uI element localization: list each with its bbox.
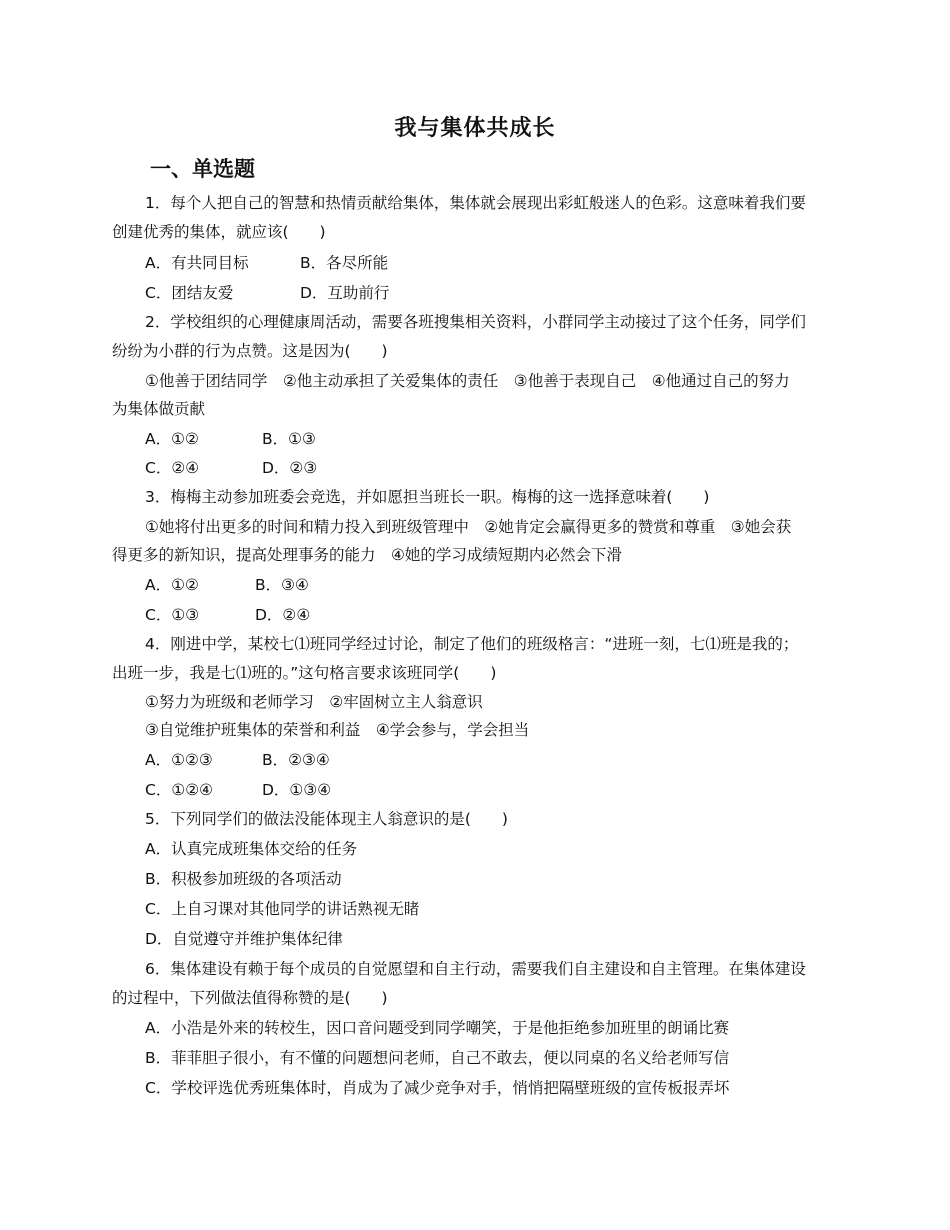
q3-statements-line1: ①她将付出更多的时间和精力投入到班级管理中 ②她肯定会赢得更多的赞赏和尊重 ③她会获 [145, 518, 792, 536]
q5-option-a: A．认真完成班集体交给的任务 [145, 840, 358, 858]
q2-stem-line1: 2．学校组织的心理健康周活动，需要各班搜集相关资料，小群同学主动接过了这个任务，同学们 [145, 313, 806, 331]
q4-stem-line2: 出班一步，我是七⑴班的。”这句格言要求该班同学( ) [112, 664, 497, 682]
q2-option-a: A．①② [145, 430, 199, 448]
q4-option-d: D．①③④ [262, 781, 332, 799]
q3-option-d: D．②④ [255, 606, 311, 624]
q3-statements-line2: 得更多的新知识，提高处理事务的能力 ④她的学习成绩短期内必然会下滑 [112, 546, 622, 564]
q6-stem-line1: 6．集体建设有赖于每个成员的自觉愿望和自主行动，需要我们自主建设和自主管理。在集体建设 [145, 960, 806, 978]
q1-option-b: B．各尽所能 [300, 254, 389, 272]
q5-stem-line1: 5．下列同学们的做法没能体现主人翁意识的是( ) [145, 810, 508, 828]
document-title: 我与集体共成长 [394, 116, 556, 141]
q5-option-b: B．积极参加班级的各项活动 [145, 870, 342, 888]
q4-option-a: A．①②③ [145, 751, 213, 769]
q6-option-b: B．菲菲胆子很小，有不懂的问题想问老师，自己不敢去，便以同桌的名义给老师写信 [145, 1049, 730, 1067]
q2-statements-line1: ①他善于团结同学 ②他主动承担了关爱集体的责任 ③他善于表现自己 ④他通过自己的努力 [145, 372, 790, 390]
q2-option-b: B．①③ [262, 430, 316, 448]
q3-option-a: A．①② [145, 576, 199, 594]
q4-statements-line1: ①努力为班级和老师学习 ②牢固树立主人翁意识 [145, 693, 483, 711]
q4-statements-line2: ③自觉维护班集体的荣誉和利益 ④学会参与，学会担当 [145, 721, 530, 739]
q1-option-a: A．有共同目标 [145, 254, 249, 272]
section-heading: 一、单选题 [150, 157, 255, 181]
q4-stem-line1: 4．刚进中学，某校七⑴班同学经过讨论，制定了他们的班级格言：“进班一刻，七⑴班是我的； [145, 635, 799, 653]
q3-option-c: C．①③ [145, 606, 200, 624]
q4-option-c: C．①②④ [145, 781, 214, 799]
q2-option-d: D．②③ [262, 459, 318, 477]
q1-stem-line2: 创建优秀的集体，就应该( ) [112, 223, 326, 241]
q2-stem-line2: 纷纷为小群的行为点赞。这是因为( ) [112, 342, 388, 360]
q1-stem-line1: 1．每个人把自己的智慧和热情贡献给集体，集体就会展现出彩虹般迷人的色彩。这意味着我们要 [145, 194, 806, 212]
q6-option-c: C．学校评选优秀班集体时，肖成为了减少竞争对手，悄悄把隔壁班级的宣传板报弄坏 [145, 1079, 730, 1097]
q6-option-a: A．小浩是外来的转校生，因口音问题受到同学嘲笑，于是他拒绝参加班里的朗诵比赛 [145, 1019, 730, 1037]
q5-option-c: C．上自习课对其他同学的讲话熟视无睹 [145, 900, 420, 918]
q5-option-d: D．自觉遵守并维护集体纪律 [145, 930, 343, 948]
q2-option-c: C．②④ [145, 459, 200, 477]
q1-option-c: C．团结友爱 [145, 284, 234, 302]
q6-stem-line2: 的过程中，下列做法值得称赞的是( ) [112, 989, 388, 1007]
q1-option-d: D．互助前行 [300, 284, 390, 302]
q3-stem-line1: 3．梅梅主动参加班委会竞选，并如愿担当班长一职。梅梅的这一选择意味着( ) [145, 488, 710, 506]
q3-option-b: B．③④ [255, 576, 309, 594]
q2-statements-line2: 为集体做贡献 [112, 400, 206, 418]
q4-option-b: B．②③④ [262, 751, 330, 769]
